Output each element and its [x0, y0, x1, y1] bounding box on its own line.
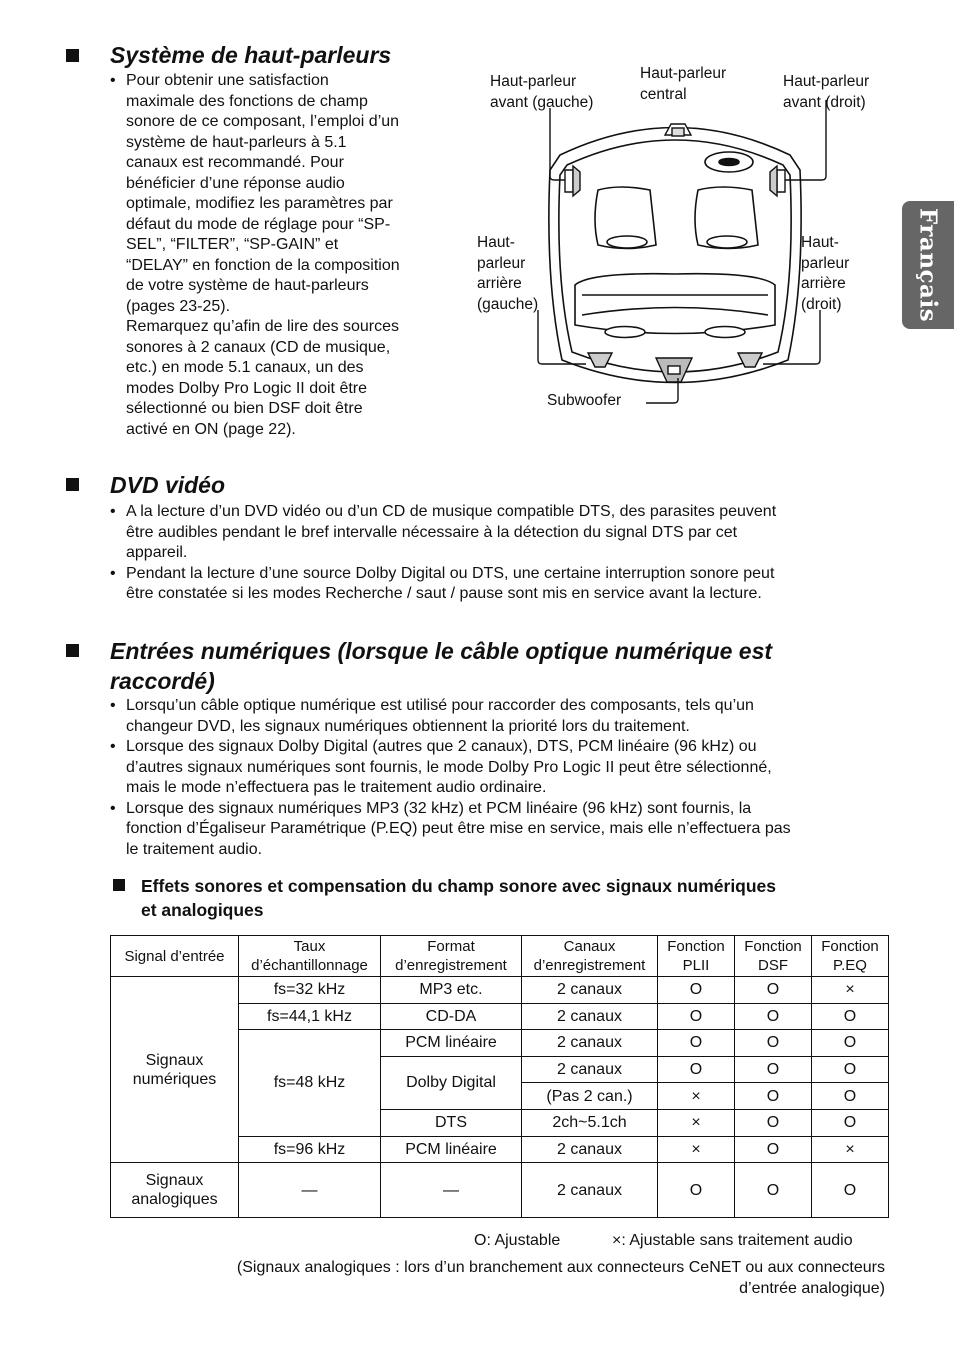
speaker-line: système de haut-parleurs à 5.1 — [126, 133, 347, 151]
list-item: • Pendant la lecture d’une source Dolby Digital ou DTS, une certaine interruption sonore peut être constatée si les modes Recherche / saut / pause sont mis en service avant la lecture. — [110, 564, 775, 602]
subsection-title: Effets sonores et compensation du champ sonore avec signaux numériques et analogiques — [141, 876, 777, 920]
header-rate: Taux d’échantillonnage — [239, 936, 381, 977]
table-header-row — [111, 936, 889, 977]
language-tab — [902, 201, 954, 329]
section-title-dvd-video: DVD vidéo — [110, 472, 226, 498]
header-dsf: Fonction DSF — [735, 936, 812, 977]
label-rear-left: Haut- parleur arrière (gauche) — [477, 234, 539, 313]
table-row: fs=96 kHz PCM linéaire 2 canaux × O × — [111, 1136, 889, 1163]
header-format: Format d’enregistrement — [381, 936, 522, 977]
table-row: Signaux numériques fs=32 kHz MP3 etc. 2 canaux O O × — [111, 977, 889, 1004]
section-title-speaker-system: Système de haut-parleurs — [110, 42, 392, 68]
header-peq: Fonction P.EQ — [812, 936, 889, 977]
speaker-line: SEL”, “FILTER”, “SP-GAIN” et — [126, 236, 339, 253]
table-row: (Pas 2 can.) × O O — [111, 1083, 889, 1110]
list-item: • Lorsque des signaux Dolby Digital (autres que 2 canaux), DTS, PCM linéaire (96 kHz) ou d’autres signaux numériques sont fournis, le mode Dolby Pro Logic II peut être sélectionné, mais le mode n’effectuera pas le traitement audio ordinaire. — [110, 738, 772, 796]
legend-note: (Signaux analogiques : lors d’un branchement aux connecteurs CeNET ou aux connecteurs d’entrée analogique) — [236, 1259, 885, 1297]
speaker-line: optimale, modifiez les paramètres par — [126, 195, 393, 212]
table-row: Signaux analogiques — — 2 canaux O O O — [111, 1163, 889, 1218]
speaker-line: etc.) en mode 5.1 canaux, un des — [126, 359, 364, 376]
section-title-digital-inputs: Entrées numériques (lorsque le câble optique numérique est raccordé) — [110, 638, 773, 694]
signal-function-table — [110, 935, 889, 1218]
table-row: fs=44,1 kHz CD-DA 2 canaux O O O — [111, 1003, 889, 1030]
label-rear-right: Haut- parleur arrière (droit) — [801, 234, 850, 313]
speaker-system-paragraph — [110, 71, 450, 440]
label-front-left: Haut-parleur avant (gauche) — [490, 73, 594, 111]
group-analog-cell: Signaux analogiques — [111, 1163, 239, 1218]
speaker-line: de votre système de haut-parleurs — [126, 277, 369, 294]
speaker-line: défaut du mode de réglage pour “SP- — [126, 215, 391, 233]
speaker-line: activé en ON (page 22). — [126, 420, 296, 438]
speaker-line: sonore de ce composant, l’emploi d’un — [126, 113, 400, 130]
speaker-line: Remarquez qu’afin de lire des sources — [126, 318, 400, 335]
section-bullet-square — [66, 644, 79, 657]
dvd-video-list — [110, 502, 890, 605]
speaker-line: Pour obtenir une satisfaction — [126, 72, 329, 89]
table-row: Dolby Digital 2 canaux O O O — [111, 1056, 889, 1083]
table-row: DTS 2ch~5.1ch × O O — [111, 1109, 889, 1136]
legend-adjustable-no-audio: ×: Ajustable sans traitement audio — [612, 1232, 853, 1249]
speaker-line: modes Dolby Pro Logic II doit être — [126, 379, 368, 397]
header-signal: Signal d’entrée — [111, 936, 239, 977]
table-row: fs=48 kHz PCM linéaire 2 canaux O O O — [111, 1030, 889, 1057]
speaker-line: sélectionné ou bien DSF doit être — [126, 400, 363, 417]
section-bullet-square — [66, 478, 79, 491]
group-digital-cell: Signaux numériques — [111, 977, 239, 1163]
legend-adjustable: O: Ajustable — [474, 1232, 561, 1249]
label-center: Haut-parleur central — [640, 65, 727, 103]
digital-inputs-list — [110, 696, 890, 860]
speaker-line: sonores à 2 canaux (CD de musique, — [126, 338, 391, 356]
list-item: • Lorsque des signaux numériques MP3 (32 kHz) et PCM linéaire (96 kHz) sont fournis, la fonction d’Égaliseur Paramétrique (P.EQ) peut être mise en service, mais elle n’effectuera pas le traitement audio. — [110, 799, 791, 858]
section-bullet-square — [66, 49, 79, 62]
speaker-line: (pages 23-25). — [126, 297, 231, 315]
speaker-system-bullet: • Pour obtenir une satisfaction maximale des fonctions de champ sonore de ce composant, l’emploi d’un système de haut-parleurs à 5.1 canaux est recommandé. Pour bénéficier d’une réponse audio optimale, modifiez les paramètres par défaut du mode de réglage pour “SP- SEL”, “FILTER”, “SP-GAIN” et “DELAY” en fonction de la composition de votre système de haut-parleurs (pages 23-25). Remarquez qu’afin de lire des sources sonores à 2 canaux (CD de musique, etc.) en mode 5.1 canaux, un des modes Dolby Pro Logic II doit être sélectionné ou bien DSF doit être activé en ON (page 22). — [110, 71, 450, 440]
label-front-right: Haut-parleur avant (droit) — [783, 73, 870, 111]
speaker-line: canaux est recommandé. Pour — [126, 154, 344, 171]
list-item: • Lorsqu’un câble optique numérique est utilisé pour raccorder des composants, tels qu’un changeur DVD, les signaux numériques obtiennent la priorité lors du traitement. — [110, 697, 754, 735]
header-plii: Fonction PLII — [658, 936, 735, 977]
label-subwoofer: Subwoofer — [547, 392, 622, 409]
subsection-bullet-square — [113, 879, 125, 891]
list-item: • A la lecture d’un DVD vidéo ou d’un CD de musique compatible DTS, des parasites peuvent être audibles pendant le bref intervalle nécessaire à la détection du signal DTS par cet appareil. — [110, 503, 777, 561]
speaker-line: maximale des fonctions de champ — [126, 92, 368, 110]
header-channels: Canaux d’enregistrement — [522, 936, 658, 977]
language-tab-label: Français — [914, 207, 942, 323]
speaker-line: bénéficier d’une réponse audio — [126, 174, 345, 192]
speaker-line: “DELAY” en fonction de la composition — [126, 256, 400, 274]
